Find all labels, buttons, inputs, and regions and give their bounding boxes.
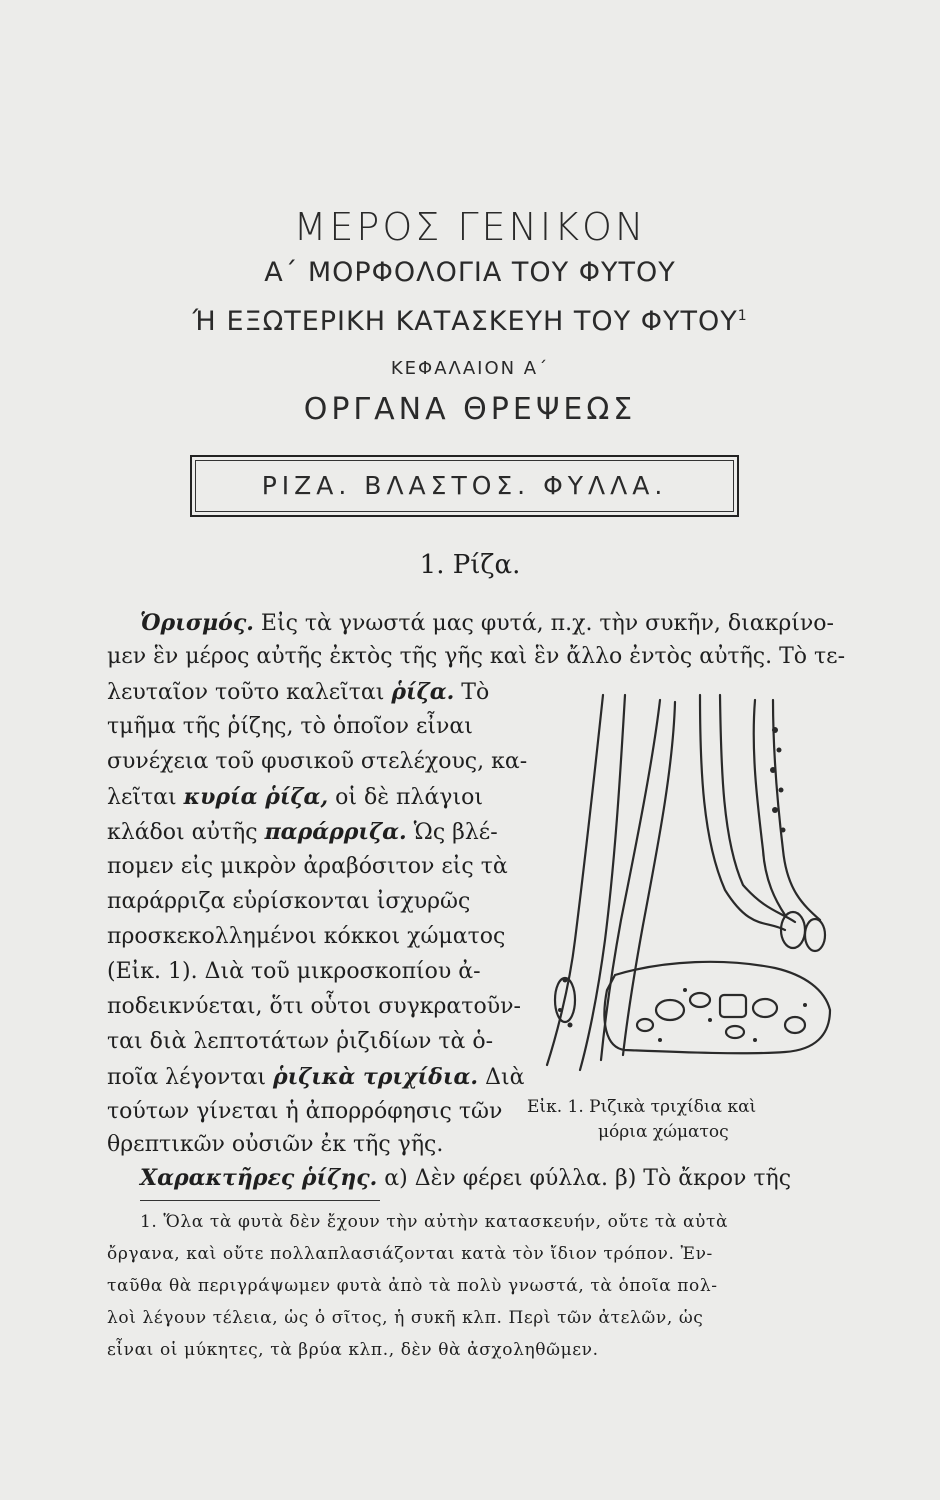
text-run: Εἰς τὰ γνωστά μας φυτά, π.χ. τὴν συκῆν, διακρίνο-: [253, 611, 834, 636]
footnote-line-3: ταῦθα θὰ περιγράψωμεν φυτὰ ἀπὸ τὰ πολὺ γνωστά, τὰ ὁποῖα πολ-: [107, 1276, 718, 1296]
body-line-5: συνέχεια τοῦ φυσικοῦ στελέχους, κα-: [107, 749, 528, 774]
body-line-17: [140, 1163, 791, 1194]
figure-caption-line-1: Εἰκ. 1. Ριζικὰ τριχίδια καὶ: [527, 1097, 757, 1117]
text-run: λευταῖον τοῦτο καλεῖται: [107, 680, 392, 705]
part-title: ΜΕΡΟΣ ΓΕΝΙΚΟΝ: [293, 205, 647, 249]
section-title: 1. Ρίζα.: [419, 550, 521, 580]
body-line-1: [140, 608, 834, 639]
body-line-3: [107, 677, 489, 708]
footnote-line-4: λοὶ λέγουν τέλεια, ὡς ὁ σῖτος, ἡ συκῆ κλπ. Περὶ τῶν ἀτελῶν, ὡς: [107, 1308, 704, 1328]
subtitle-text: Ή ΕΞΩΤΕΡΙΚΗ ΚΑΤΑΣΚΕΥΗ ΤΟΥ ΦΥΤΟΥ: [192, 306, 738, 337]
subtitle-heading: [0, 306, 940, 337]
term-lateral-roots: παράρριζα.: [264, 819, 407, 845]
body-line-15: τούτων γίνεται ἡ ἀπορρόφησις τῶν: [107, 1099, 503, 1124]
body-line-11: (Εἰκ. 1). Διὰ τοῦ μικροσκοπίου ἀ-: [107, 959, 481, 984]
text-run: ποῖα λέγονται: [107, 1065, 273, 1090]
body-line-13: ται διὰ λεπτοτάτων ῥιζιδίων τὰ ὁ-: [107, 1029, 494, 1054]
body-line-12: ποδεικνύεται, ὅτι οὗτοι συγκρατοῦν-: [107, 994, 521, 1019]
text-run: κλάδοι αὐτῆς: [107, 820, 265, 845]
text-run: Τὸ: [454, 680, 490, 705]
topics-text: ΡΙΖΑ. ΒΛΑΣΤΟΣ. ΦΥΛΛΑ.: [261, 471, 668, 500]
body-line-4: τμῆμα τῆς ῥίζης, τὸ ὁποῖον εἶναι: [107, 714, 473, 739]
body-line-16: θρεπτικῶν οὐσιῶν ἐκ τῆς γῆς.: [107, 1132, 444, 1157]
root-hairs-illustration: [525, 690, 845, 1090]
term-root-hairs: ῥιζικὰ τριχίδια.: [272, 1064, 479, 1090]
body-line-8: πομεν εἰς μικρὸν ἀραβόσιτον εἰς τὰ: [107, 854, 508, 879]
body-line-6: [107, 782, 483, 813]
footnote-line-2: ὄργανα, καὶ οὔτε πολλαπλασιάζονται κατὰ τὸν ἴδιον τρόπον. Ἐν-: [107, 1244, 713, 1264]
term-root: ῥίζα.: [391, 679, 455, 705]
body-line-9: παράρριζα εὑρίσκονται ἰσχυρῶς: [107, 889, 471, 914]
text-run: οἱ δὲ πλάγιοι: [328, 785, 483, 810]
figure-caption-line-2: μόρια χώματος: [598, 1122, 729, 1142]
text-run: Ὡς βλέ-: [406, 820, 498, 845]
term-main-root: κυρία ῥίζα,: [183, 784, 329, 810]
footnote-line-1: 1. Ὅλα τὰ φυτὰ δὲν ἔχουν τὴν αὐτὴν κατασκευήν, οὔτε τὰ αὐτὰ: [140, 1212, 729, 1232]
body-line-2: μεν ἓν μέρος αὐτῆς ἐκτὸς τῆς γῆς καὶ ἓν ἄλλο ἐντὸς αὐτῆς. Τὸ τε-: [107, 644, 846, 669]
topics-box: [190, 455, 739, 517]
chapter-label: ΚΕΦΑΛΑΙΟΝ Α΄: [390, 358, 550, 379]
text-run: α) Δὲν φέρει φύλλα. β) Τὸ ἄκρον τῆς: [377, 1166, 792, 1191]
footnote-line-5: εἶναι οἱ μύκητες, τὰ βρύα κλπ., δὲν θὰ ἀσχοληθῶμεν.: [107, 1340, 599, 1360]
body-line-7: [107, 817, 498, 848]
text-run: λεῖται: [107, 785, 184, 810]
footnote-marker: 1: [737, 308, 748, 324]
term-definition: Ὁρισμός.: [140, 610, 254, 636]
chapter-title: ΟΡΓΑΝΑ ΘΡΕΨΕΩΣ: [303, 392, 637, 427]
section-heading: Α΄ ΜΟΡΦΟΛΟΓΙΑ ΤΟΥ ΦΥΤΟΥ: [264, 257, 676, 288]
term-root-characteristics: Χαρακτῆρες ῥίζης.: [140, 1165, 378, 1191]
body-line-14: [107, 1062, 524, 1093]
footnote-divider: [140, 1200, 380, 1201]
text-run: Διὰ: [478, 1065, 525, 1090]
body-line-10: προσκεκολλημένοι κόκκοι χώματος: [107, 924, 506, 949]
